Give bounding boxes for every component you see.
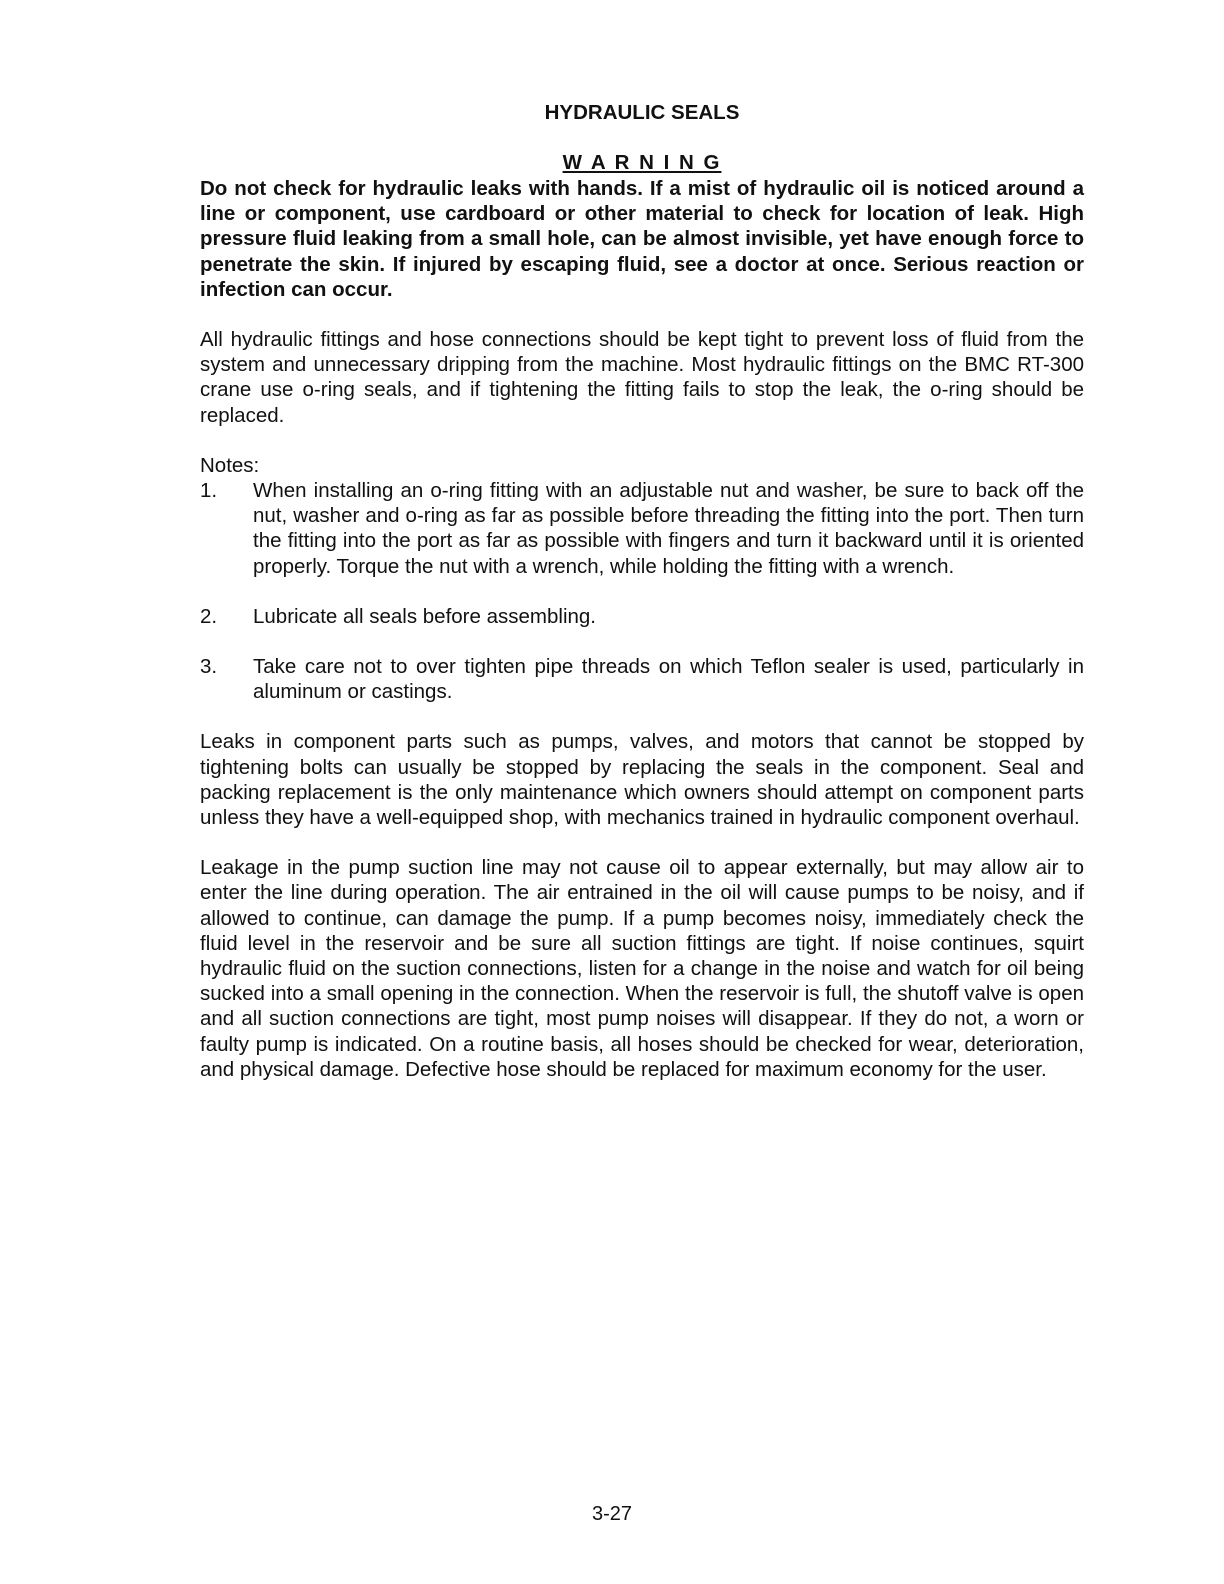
leaks-paragraph: Leaks in component parts such as pumps, valves, and motors that cannot be stopped by tightening bolts can usually be stopped by replacing the seals in the component. Seal and packing replacement is the only maintenance which owners should attempt on component parts unless they have a well-equipped shop, with mechanics trained in hydraulic component overhaul.	[200, 730, 1084, 830]
note-number: 1.	[200, 479, 218, 503]
note-item	[200, 478, 1084, 579]
page-number: 3-27	[591, 1503, 633, 1525]
suction-paragraph: Leakage in the pump suction line may not cause oil to appear externally, but may allow air to enter the line during operation. The air entrained in the oil will cause pumps to be noisy, and if allowed to continue, can damage the pump. If a pump becomes noisy, immediately check the fluid level in the reservoir and be sure all suction fittings are tight. If noise continues, squirt hydraulic fluid on the suction connections, listen for a change in the noise and watch for oil being sucked into a small opening in the connection. When the reservoir is full, the shutoff valve is open and all suction connections are tight, most pump noises will disappear. If they do not, a worn or faulty pump is indicated. On a routine basis, all hoses should be checked for wear, deterioration, and physical damage. Defective hose should be replaced for maximum economy for the user.	[200, 856, 1084, 1081]
note-item	[200, 654, 1084, 704]
note-text: Take care not to over tighten pipe threads on which Teflon sealer is used, particularly in aluminum or castings.	[253, 655, 1084, 704]
warning-text: Do not check for hydraulic leaks with hands. If a mist of hydraulic oil is noticed around a line or component, use cardboard or other material to check for location of leak. High pressure fluid leaking from a small hole, can be almost invisible, yet have enough force to penetrate the skin. If injured by escaping fluid, see a doctor at once. Serious reaction or infection can occur.	[200, 177, 1084, 301]
note-text: When installing an o-ring fitting with an adjustable nut and washer, be sure to back off the nut, washer and o-ring as far as possible before threading the fitting into the port. Then turn the fitting into the port as far as possible with fingers and turn it backward until it is oriented properly. Torque the nut with a wrench, while holding the fitting with a wrench.	[253, 479, 1084, 578]
notes-list	[200, 478, 1084, 704]
page-content	[200, 100, 1084, 1082]
notes-label: Notes:	[200, 453, 260, 477]
note-item	[200, 604, 1084, 629]
page-title: HYDRAULIC SEALS	[544, 101, 740, 124]
note-number: 2.	[200, 604, 218, 628]
warning-heading: W A R N I N G	[562, 151, 722, 174]
note-number: 3.	[200, 655, 218, 679]
note-text: Lubricate all seals before assembling.	[253, 604, 596, 628]
intro-paragraph: All hydraulic fittings and hose connections should be kept tight to prevent loss of fluid from the system and unnecessary dripping from the machine. Most hydraulic fittings on the BMC RT-300 crane use o-ring seals, and if tightening the fitting fails to stop the leak, the o-ring should be replaced.	[200, 328, 1084, 427]
